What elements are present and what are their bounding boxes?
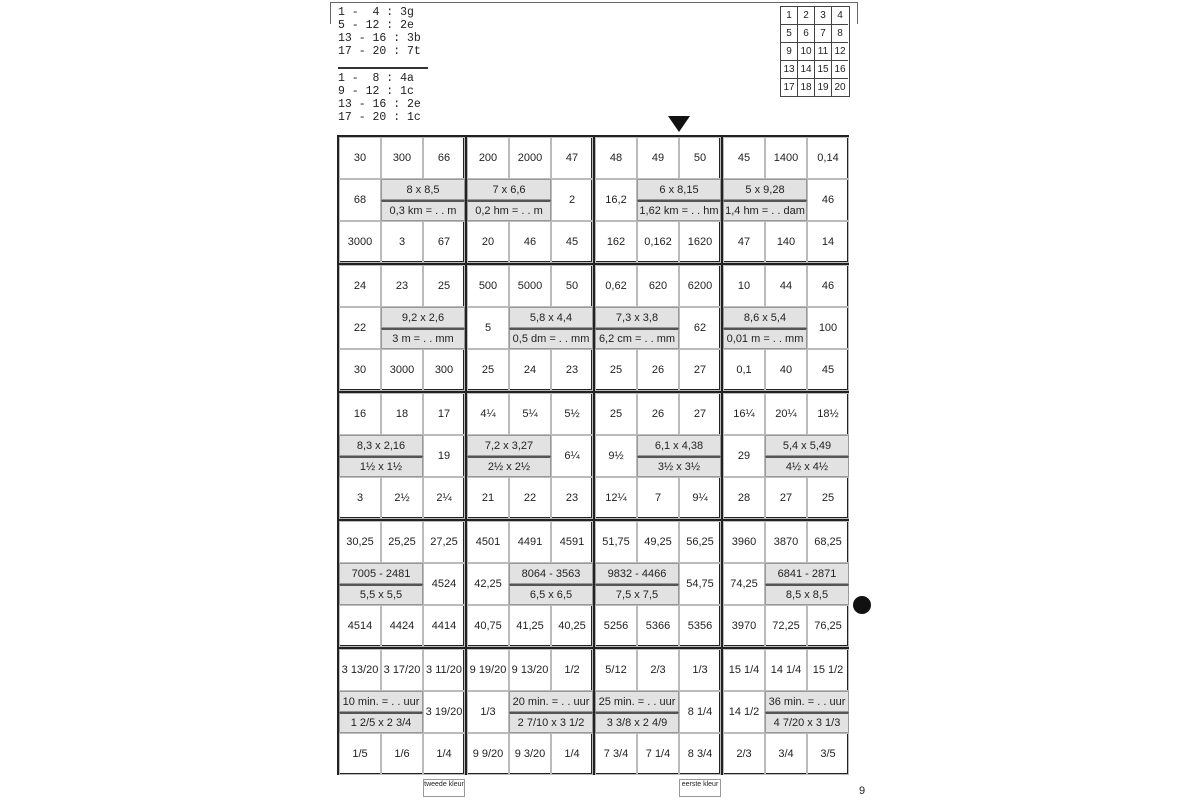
key-grid-cell: 12	[832, 43, 848, 61]
answer-cell: 5356	[679, 605, 721, 647]
answer-cell: 25	[807, 477, 849, 519]
answer-cell: 76,25	[807, 605, 849, 647]
answer-cell: 4424	[381, 605, 423, 647]
key-grid-cell: 13	[781, 61, 798, 79]
answer-cell: 1/4	[551, 733, 593, 775]
puzzle-block	[465, 647, 593, 775]
puzzle-block	[593, 263, 721, 391]
answer-cell: 24	[339, 265, 381, 307]
caption-left: tweede kleur	[423, 779, 465, 797]
exercise-band: 6,5 x 6,5	[509, 584, 593, 605]
answer-cell: 1/5	[339, 733, 381, 775]
key-grid-cell: 18	[798, 79, 815, 96]
answer-cell: 26	[637, 349, 679, 391]
answer-cell: 1/3	[679, 649, 721, 691]
answer-cell: 15 1/2	[807, 649, 849, 691]
exercise-band: 6,1 x 4,38	[637, 435, 721, 456]
exercise-band: 1 2/5 x 2 3/4	[339, 712, 423, 733]
puzzle-block	[593, 647, 721, 775]
exercise-band: 25 min. = . . uur	[595, 691, 679, 712]
answer-cell: 4524	[423, 563, 465, 605]
exercise-band: 7 x 6,6	[467, 179, 551, 200]
exercise-band: 3½ x 3½	[637, 456, 721, 477]
answer-cell: 44	[765, 265, 807, 307]
exercise-band: 0,3 km = . . m	[381, 200, 465, 221]
answer-cell: 7 1/4	[637, 733, 679, 775]
answer-cell: 100	[807, 307, 849, 349]
key-grid-cell: 19	[815, 79, 832, 96]
answer-cell: 27	[765, 477, 807, 519]
answer-cell: 9½	[595, 435, 637, 477]
header-rule-left	[330, 2, 331, 24]
answer-cell: 6200	[679, 265, 721, 307]
exercise-band: 20 min. = . . uur	[509, 691, 593, 712]
answer-cell: 66	[423, 137, 465, 179]
puzzle-block	[337, 391, 465, 519]
answer-cell: 50	[551, 265, 593, 307]
answer-cell: 8 3/4	[679, 733, 721, 775]
answer-cell: 5	[467, 307, 509, 349]
answer-cell: 9 3/20	[509, 733, 551, 775]
puzzle-block	[721, 391, 849, 519]
legend-top	[338, 6, 421, 58]
exercise-band: 7,5 x 7,5	[595, 584, 679, 605]
legend-row: 13 - 16 : 2e	[338, 98, 421, 111]
answer-cell: 51,75	[595, 521, 637, 563]
key-grid-cell: 20	[834, 82, 846, 93]
answer-cell: 24	[509, 349, 551, 391]
key-grid-cell: 6	[798, 25, 815, 43]
exercise-band: 2½ x 2½	[467, 456, 551, 477]
exercise-band: 1½ x 1½	[339, 456, 423, 477]
answer-cell: 46	[509, 221, 551, 263]
exercise-band: 8,3 x 2,16	[339, 435, 423, 456]
answer-cell: 14 1/4	[765, 649, 807, 691]
exercise-band: 7005 - 2481	[339, 563, 423, 584]
puzzle-block	[721, 135, 849, 263]
answer-cell: 3000	[381, 349, 423, 391]
key-grid-cell: 16	[832, 61, 848, 79]
answer-cell: 27	[679, 349, 721, 391]
legend-bottom	[338, 72, 421, 124]
exercise-band: 10 min. = . . uur	[339, 691, 423, 712]
answer-cell: 162	[595, 221, 637, 263]
answer-cell: 10	[723, 265, 765, 307]
answer-cell: 2/3	[723, 733, 765, 775]
exercise-band: 8,6 x 5,4	[723, 307, 807, 328]
answer-cell: 5¼	[509, 393, 551, 435]
puzzle-block	[721, 519, 849, 647]
answer-cell: 48	[595, 137, 637, 179]
key-grid-cell: 17	[781, 79, 798, 96]
answer-cell: 7	[637, 477, 679, 519]
answer-cell: 18	[381, 393, 423, 435]
answer-cell: 16	[339, 393, 381, 435]
answer-cell: 4501	[467, 521, 509, 563]
answer-cell: 4591	[551, 521, 593, 563]
puzzle-block	[593, 135, 721, 263]
answer-cell: 41,25	[509, 605, 551, 647]
answer-cell: 5256	[595, 605, 637, 647]
puzzle-block	[721, 263, 849, 391]
exercise-band: 3 m = . . mm	[381, 328, 465, 349]
answer-cell: 42,25	[467, 563, 509, 605]
answer-cell: 49	[637, 137, 679, 179]
answer-cell: 8 1/4	[679, 691, 721, 733]
answer-cell: 16¼	[723, 393, 765, 435]
legend-row: 9 - 12 : 1c	[338, 85, 414, 98]
answer-cell: 3960	[723, 521, 765, 563]
answer-cell: 2¼	[423, 477, 465, 519]
answer-cell: 74,25	[723, 563, 765, 605]
puzzle-block	[465, 263, 593, 391]
answer-cell: 620	[637, 265, 679, 307]
legend-row: 5 - 12 : 2e	[338, 19, 414, 32]
header-rule-right	[857, 2, 858, 24]
answer-cell: 56,25	[679, 521, 721, 563]
answer-cell: 49,25	[637, 521, 679, 563]
answer-cell: 12¼	[595, 477, 637, 519]
answer-cell: 62	[679, 307, 721, 349]
answer-cell: 5½	[551, 393, 593, 435]
answer-cell: 3 19/20	[423, 691, 465, 733]
exercise-band: 7,2 x 3,27	[467, 435, 551, 456]
answer-cell: 72,25	[765, 605, 807, 647]
answer-cell: 45	[807, 349, 849, 391]
answer-cell: 54,75	[679, 563, 721, 605]
legend-row: 13 - 16 : 3b	[338, 32, 421, 45]
answer-cell: 47	[551, 137, 593, 179]
key-grid-cell: 5	[781, 25, 798, 43]
answer-cell: 18½	[807, 393, 849, 435]
answer-cell: 9 9/20	[467, 733, 509, 775]
exercise-band: 6,2 cm = . . mm	[595, 328, 679, 349]
exercise-band: 2 7/10 x 3 1/2	[509, 712, 593, 733]
answer-cell: 22	[339, 307, 381, 349]
answer-cell: 4¼	[467, 393, 509, 435]
answer-cell: 0,162	[637, 221, 679, 263]
key-grid-cell: 10	[798, 43, 815, 61]
answer-cell: 5366	[637, 605, 679, 647]
answer-cell: 2½	[381, 477, 423, 519]
puzzle-block	[593, 391, 721, 519]
puzzle-block	[337, 263, 465, 391]
answer-cell: 14	[807, 221, 849, 263]
page-number: 9	[859, 785, 866, 797]
answer-cell: 30	[339, 349, 381, 391]
answer-cell: 9 13/20	[509, 649, 551, 691]
puzzle-block	[337, 647, 465, 775]
answer-cell: 1620	[679, 221, 721, 263]
answer-cell: 23	[551, 349, 593, 391]
exercise-band: 0,01 m = . . mm	[723, 328, 807, 349]
puzzle-block	[465, 135, 593, 263]
answer-cell: 47	[723, 221, 765, 263]
answer-cell: 140	[765, 221, 807, 263]
answer-cell: 4414	[423, 605, 465, 647]
key-grid-cell: 2	[798, 7, 815, 25]
answer-cell: 25	[423, 265, 465, 307]
side-marker-icon	[853, 596, 871, 614]
answer-cell: 30,25	[339, 521, 381, 563]
answer-cell: 1/2	[551, 649, 593, 691]
answer-cell: 5000	[509, 265, 551, 307]
answer-cell: 14 1/2	[723, 691, 765, 733]
answer-cell: 27	[679, 393, 721, 435]
puzzle-block	[465, 519, 593, 647]
legend-divider	[338, 67, 428, 69]
answer-cell: 7 3/4	[595, 733, 637, 775]
answer-cell: 50	[679, 137, 721, 179]
exercise-band: 3 3/8 x 2 4/9	[595, 712, 679, 733]
answer-cell: 23	[381, 265, 423, 307]
exercise-band: 0,2 hm = . . m	[467, 200, 551, 221]
answer-cell: 5/12	[595, 649, 637, 691]
answer-cell: 68,25	[807, 521, 849, 563]
answer-cell: 0,1	[723, 349, 765, 391]
answer-cell: 1/3	[467, 691, 509, 733]
exercise-band: 8064 - 3563	[509, 563, 593, 584]
answer-cell: 46	[807, 179, 849, 221]
exercise-band: 5,5 x 5,5	[339, 584, 423, 605]
answer-cell: 3 17/20	[381, 649, 423, 691]
answer-cell: 3 11/20	[423, 649, 465, 691]
answer-cell: 26	[637, 393, 679, 435]
legend-row: 1 - 8 : 4a	[338, 72, 414, 85]
exercise-band: 5,4 x 5,49	[765, 435, 849, 456]
exercise-band: 1,4 hm = . . dam	[723, 200, 807, 221]
puzzle-block	[721, 647, 849, 775]
answer-cell: 1/6	[381, 733, 423, 775]
answer-cell: 1400	[765, 137, 807, 179]
exercise-band: 36 min. = . . uur	[765, 691, 849, 712]
exercise-band: 6841 - 2871	[765, 563, 849, 584]
answer-cell: 9 19/20	[467, 649, 509, 691]
answer-cell: 300	[423, 349, 465, 391]
answer-cell: 300	[381, 137, 423, 179]
answer-cell: 20¼	[765, 393, 807, 435]
answer-cell: 45	[723, 137, 765, 179]
answer-cell: 45	[551, 221, 593, 263]
answer-cell: 3970	[723, 605, 765, 647]
answer-cell: 22	[509, 477, 551, 519]
answer-cell: 30	[339, 137, 381, 179]
puzzle-block	[337, 135, 465, 263]
key-grid-cell: 4	[832, 7, 848, 25]
puzzle-block	[465, 391, 593, 519]
answer-cell: 15 1/4	[723, 649, 765, 691]
answer-cell: 25	[467, 349, 509, 391]
legend-row: 17 - 20 : 7t	[338, 45, 421, 58]
key-grid-cell: 11	[815, 43, 832, 61]
exercise-band: 9,2 x 2,6	[381, 307, 465, 328]
answer-cell: 1/4	[423, 733, 465, 775]
exercise-band: 6 x 8,15	[637, 179, 721, 200]
exercise-band: 5,8 x 4,4	[509, 307, 593, 328]
answer-cell: 28	[723, 477, 765, 519]
answer-cell: 17	[423, 393, 465, 435]
exercise-band: 5 x 9,28	[723, 179, 807, 200]
key-grid-cell: 1	[781, 7, 798, 25]
answer-cell: 19	[423, 435, 465, 477]
answer-cell: 40,25	[551, 605, 593, 647]
key-grid-cell: 3	[815, 7, 832, 25]
key-grid-cell: 7	[815, 25, 832, 43]
answer-cell: 3 13/20	[339, 649, 381, 691]
answer-cell: 16,2	[595, 179, 637, 221]
puzzle-block	[593, 519, 721, 647]
answer-cell: 3870	[765, 521, 807, 563]
answer-cell: 40,75	[467, 605, 509, 647]
answer-cell: 21	[467, 477, 509, 519]
answer-cell: 500	[467, 265, 509, 307]
answer-cell: 46	[807, 265, 849, 307]
answer-cell: 0,62	[595, 265, 637, 307]
answer-cell: 0,14	[807, 137, 849, 179]
answer-cell: 40	[765, 349, 807, 391]
answer-cell: 200	[467, 137, 509, 179]
answer-cell: 2/3	[637, 649, 679, 691]
answer-cell: 3	[339, 477, 381, 519]
key-grid-cell: 8	[832, 25, 848, 43]
caption-right: eerste kleur	[679, 779, 721, 797]
answer-cell: 3	[381, 221, 423, 263]
answer-cell: 29	[723, 435, 765, 477]
key-grid-cell: 14	[798, 61, 815, 79]
answer-cell: 20	[467, 221, 509, 263]
exercise-band: 7,3 x 3,8	[595, 307, 679, 328]
answer-cell: 67	[423, 221, 465, 263]
exercise-band: 1,62 km = . . hm	[637, 200, 721, 221]
answer-cell: 3/4	[765, 733, 807, 775]
legend-row: 17 - 20 : 1c	[338, 111, 421, 124]
exercise-band: 4 7/20 x 3 1/3	[765, 712, 849, 733]
answer-cell: 25	[595, 393, 637, 435]
answer-cell: 25	[595, 349, 637, 391]
answer-cell: 27,25	[423, 521, 465, 563]
exercise-band: 9832 - 4466	[595, 563, 679, 584]
key-grid-cell: 9	[781, 43, 798, 61]
puzzle-board	[337, 135, 850, 775]
answer-cell: 23	[551, 477, 593, 519]
start-marker-icon	[668, 116, 690, 132]
answer-cell: 9¼	[679, 477, 721, 519]
exercise-band: 8,5 x 8,5	[765, 584, 849, 605]
exercise-band: 0,5 dm = . . mm	[509, 328, 593, 349]
answer-cell: 68	[339, 179, 381, 221]
key-grid-cell: 15	[815, 61, 832, 79]
answer-cell: 25,25	[381, 521, 423, 563]
answer-cell: 3000	[339, 221, 381, 263]
legend-row: 1 - 4 : 3g	[338, 6, 414, 19]
answer-cell: 6¼	[551, 435, 593, 477]
answer-cell: 3/5	[807, 733, 849, 775]
answer-cell: 4491	[509, 521, 551, 563]
puzzle-block	[337, 519, 465, 647]
key-grid	[780, 6, 850, 97]
answer-cell: 2	[551, 179, 593, 221]
answer-cell: 4514	[339, 605, 381, 647]
exercise-band: 8 x 8,5	[381, 179, 465, 200]
exercise-band: 4½ x 4½	[765, 456, 849, 477]
header-rule	[330, 2, 858, 3]
answer-cell: 2000	[509, 137, 551, 179]
